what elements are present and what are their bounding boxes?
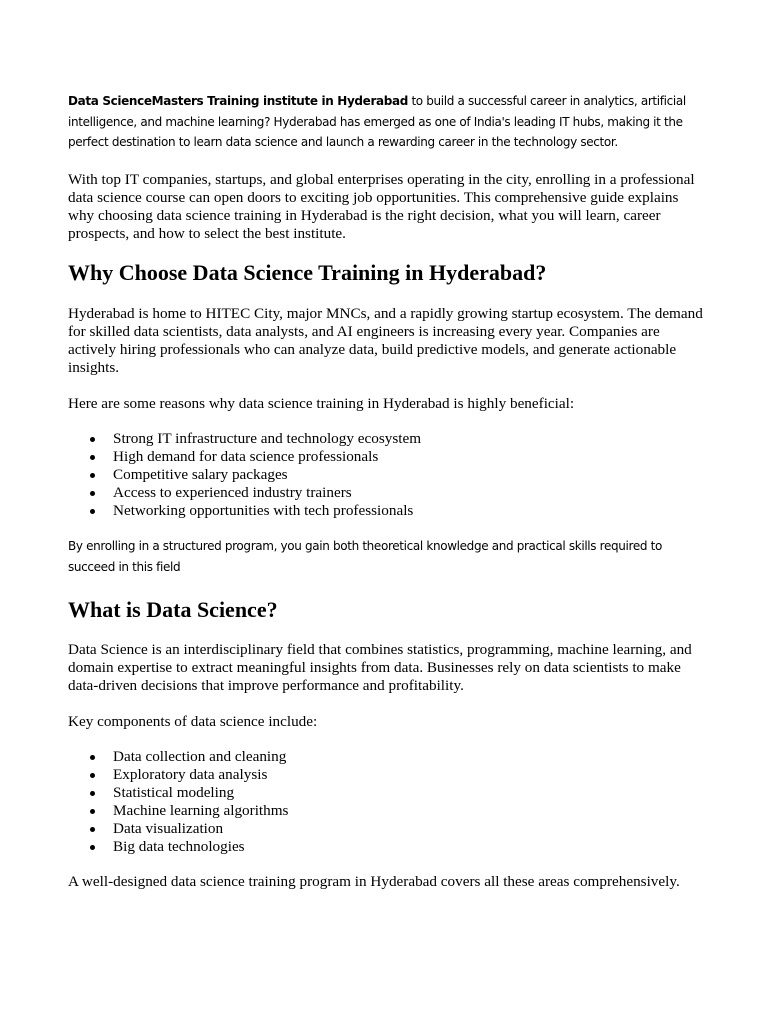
paragraph-reasons-intro: Here are some reasons why data science training in Hyderabad is highly beneficial: bbox=[68, 395, 575, 412]
reasons-list bbox=[68, 430, 706, 520]
paragraph-components-intro: Key components of data science include: bbox=[68, 713, 318, 730]
intro-rest: to build a successful career in analytics, artificial intelligence, and machine learning? Hyderabad has emerged as one of India's leading IT hubs, making it the perfect destination to learn data science and launch a rewarding career in the technology sector. bbox=[68, 94, 686, 149]
paragraph-hyderabad-home: Hyderabad is home to HITEC City, major MNCs, and a rapidly growing startup ecosystem. The demand for skilled data scientists, data analysts, and AI engineers is increasing every year. Companies are actively hiring professionals who can analyze data, build predictive models, and generate actionable insights. bbox=[68, 305, 703, 376]
intro-paragraph bbox=[68, 91, 706, 153]
heading-what-is: What is Data Science? bbox=[68, 597, 278, 622]
list-item: High demand for data science professionals bbox=[68, 448, 706, 466]
paragraph-enrolling: By enrolling in a structured program, you gain both theoretical knowledge and practical skills required to succeed in this field bbox=[68, 539, 662, 574]
heading-why-choose: Why Choose Data Science Training in Hyderabad? bbox=[68, 260, 547, 285]
list-item: Competitive salary packages bbox=[68, 466, 706, 484]
components-list bbox=[68, 748, 706, 856]
list-item: Data collection and cleaning bbox=[68, 748, 706, 766]
list-item: Statistical modeling bbox=[68, 784, 706, 802]
list-item: Exploratory data analysis bbox=[68, 766, 706, 784]
list-item: Strong IT infrastructure and technology ecosystem bbox=[68, 430, 706, 448]
list-item: Networking opportunities with tech professionals bbox=[68, 502, 706, 520]
list-item: Access to experienced industry trainers bbox=[68, 484, 706, 502]
list-item: Data visualization bbox=[68, 820, 706, 838]
paragraph-definition: Data Science is an interdisciplinary field that combines statistics, programming, machine learning, and domain expertise to extract meaningful insights from data. Businesses rely on data scientists to make data-driven decisions that improve performance and profitability. bbox=[68, 641, 692, 694]
list-item: Big data technologies bbox=[68, 838, 706, 856]
intro-bold-lead: Data ScienceMasters Training institute in Hyderabad bbox=[68, 94, 408, 108]
list-item: Machine learning algorithms bbox=[68, 802, 706, 820]
paragraph-top-it: With top IT companies, startups, and global enterprises operating in the city, enrolling in a professional data science course can open doors to exciting job opportunities. This comprehensive guide explains why choosing data science training in Hyderabad is the right decision, what you will learn, career prospects, and how to select the best institute. bbox=[68, 171, 695, 242]
paragraph-closing: A well-designed data science training program in Hyderabad covers all these areas comprehensively. bbox=[68, 873, 680, 890]
